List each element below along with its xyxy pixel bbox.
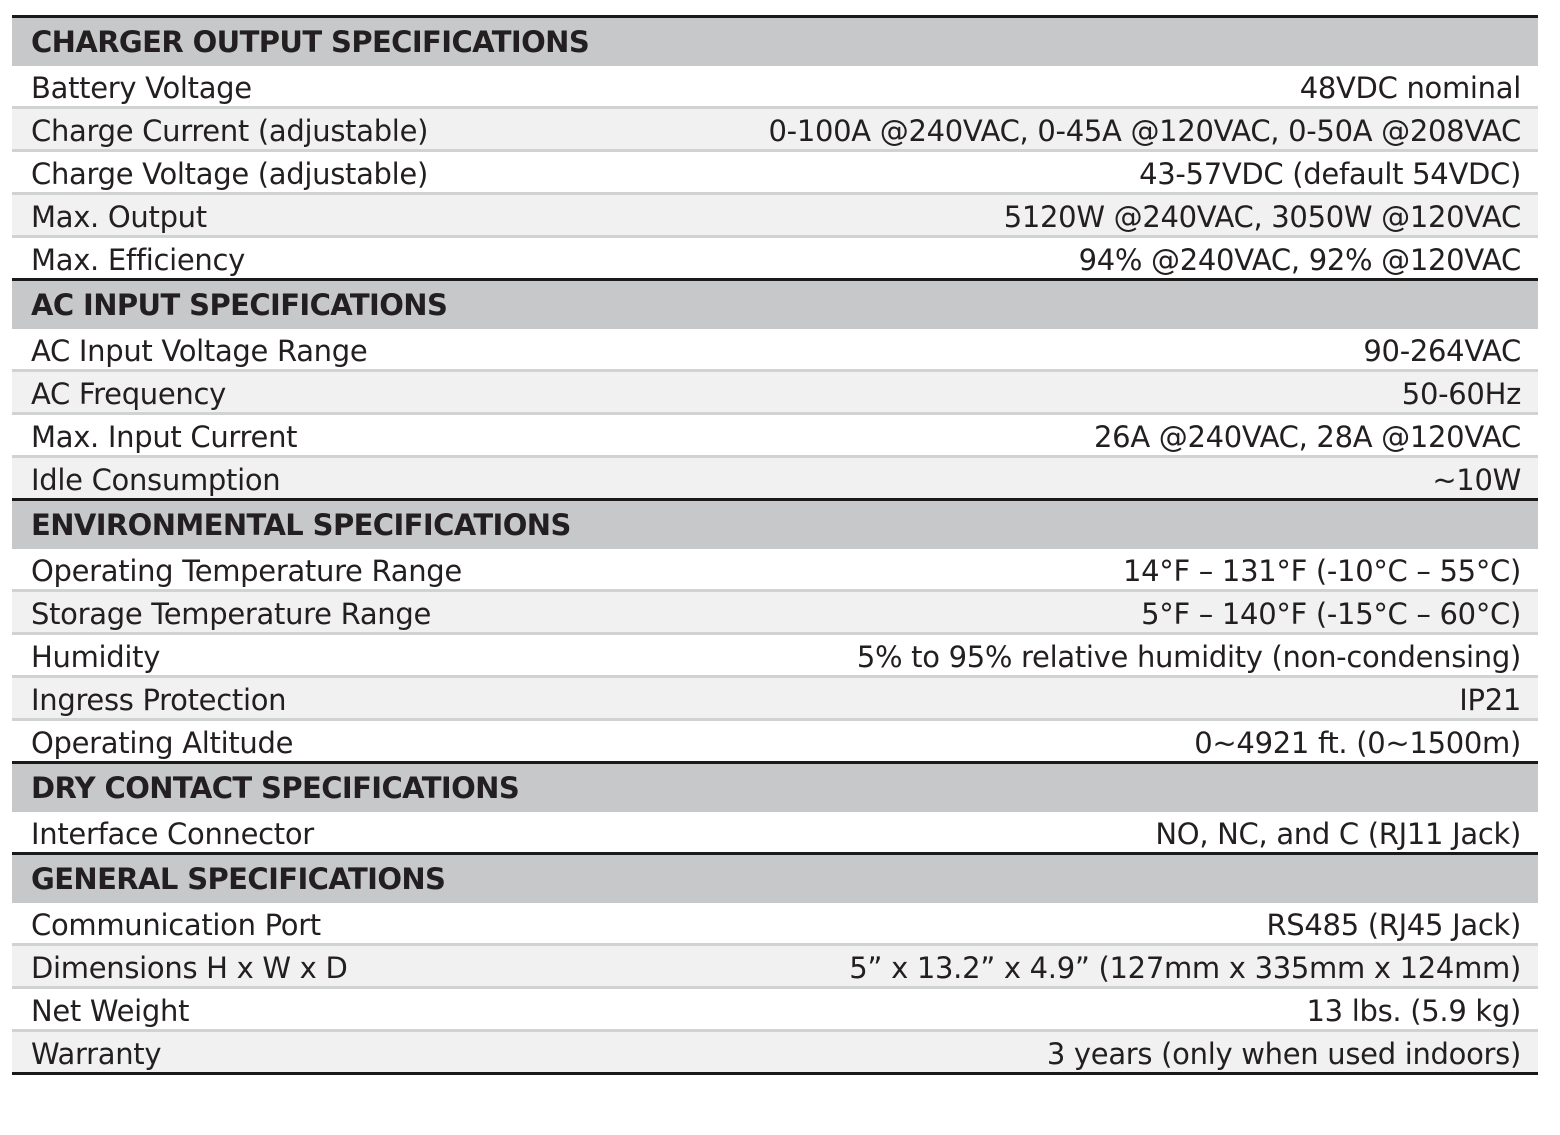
row-label: Idle Consumption — [31, 462, 281, 497]
row-value: 5” x 13.2” x 4.9” (127mm x 335mm x 124mm) — [849, 950, 1521, 985]
row-value: IP21 — [1459, 682, 1521, 717]
table-row — [12, 238, 1538, 281]
row-label: Net Weight — [31, 993, 190, 1028]
row-label: Ingress Protection — [31, 682, 287, 717]
table-row — [12, 415, 1538, 458]
row-value: 94% @240VAC, 92% @120VAC — [1078, 242, 1521, 277]
table-row — [12, 635, 1538, 678]
table-row — [12, 903, 1538, 946]
table-row — [12, 812, 1538, 855]
row-value: 48VDC nominal — [1299, 70, 1521, 105]
row-value: 26A @240VAC, 28A @120VAC — [1094, 419, 1521, 454]
row-value: NO, NC, and C (RJ11 Jack) — [1155, 816, 1521, 851]
row-value: 0~4921 ft. (0~1500m) — [1194, 725, 1521, 760]
row-label: Operating Temperature Range — [31, 553, 462, 588]
row-label: Communication Port — [31, 907, 321, 942]
row-value: 5°F – 140°F (-15°C – 60°C) — [1141, 596, 1521, 631]
row-value: 5% to 95% relative humidity (non-condensing) — [856, 639, 1521, 674]
row-label: Max. Output — [31, 199, 207, 234]
section-header-environmental: ENVIRONMENTAL SPECIFICATIONS — [12, 501, 1538, 549]
section-header-charger-output: CHARGER OUTPUT SPECIFICATIONS — [12, 18, 1538, 66]
row-label: Max. Input Current — [31, 419, 298, 454]
row-label: Interface Connector — [31, 816, 314, 851]
row-value: 13 lbs. (5.9 kg) — [1306, 993, 1521, 1028]
row-label: Warranty — [31, 1036, 162, 1071]
row-value: 14°F – 131°F (-10°C – 55°C) — [1123, 553, 1521, 588]
row-label: Humidity — [31, 639, 161, 674]
table-row — [12, 66, 1538, 109]
section-header-general: GENERAL SPECIFICATIONS — [12, 855, 1538, 903]
table-row — [12, 989, 1538, 1032]
row-label: Operating Altitude — [31, 725, 294, 760]
row-label: Max. Efficiency — [31, 242, 246, 277]
row-value: 43-57VDC (default 54VDC) — [1139, 156, 1521, 191]
row-value: 5120W @240VAC, 3050W @120VAC — [1003, 199, 1521, 234]
table-row — [12, 1032, 1538, 1075]
spec-table — [12, 15, 1538, 1075]
row-label: Dimensions H x W x D — [31, 950, 348, 985]
row-value: 0-100A @240VAC, 0-45A @120VAC, 0-50A @208VAC — [768, 113, 1521, 148]
row-value: 50-60Hz — [1401, 376, 1521, 411]
row-value: 90-264VAC — [1363, 333, 1521, 368]
row-label: Charge Voltage (adjustable) — [31, 156, 428, 191]
table-row — [12, 329, 1538, 372]
row-value: 3 years (only when used indoors) — [1046, 1036, 1521, 1071]
row-label: Battery Voltage — [31, 70, 252, 105]
table-row — [12, 678, 1538, 721]
section-header-dry-contact: DRY CONTACT SPECIFICATIONS — [12, 764, 1538, 812]
section-header-ac-input: AC INPUT SPECIFICATIONS — [12, 281, 1538, 329]
row-label: Charge Current (adjustable) — [31, 113, 429, 148]
table-row — [12, 109, 1538, 152]
table-row — [12, 458, 1538, 501]
row-value: ~10W — [1432, 462, 1521, 497]
table-row — [12, 372, 1538, 415]
table-row — [12, 195, 1538, 238]
table-row — [12, 549, 1538, 592]
row-label: AC Frequency — [31, 376, 227, 411]
table-row — [12, 946, 1538, 989]
row-label: Storage Temperature Range — [31, 596, 432, 631]
table-row — [12, 592, 1538, 635]
row-value: RS485 (RJ45 Jack) — [1266, 907, 1521, 942]
row-label: AC Input Voltage Range — [31, 333, 368, 368]
table-row — [12, 721, 1538, 764]
table-row — [12, 152, 1538, 195]
